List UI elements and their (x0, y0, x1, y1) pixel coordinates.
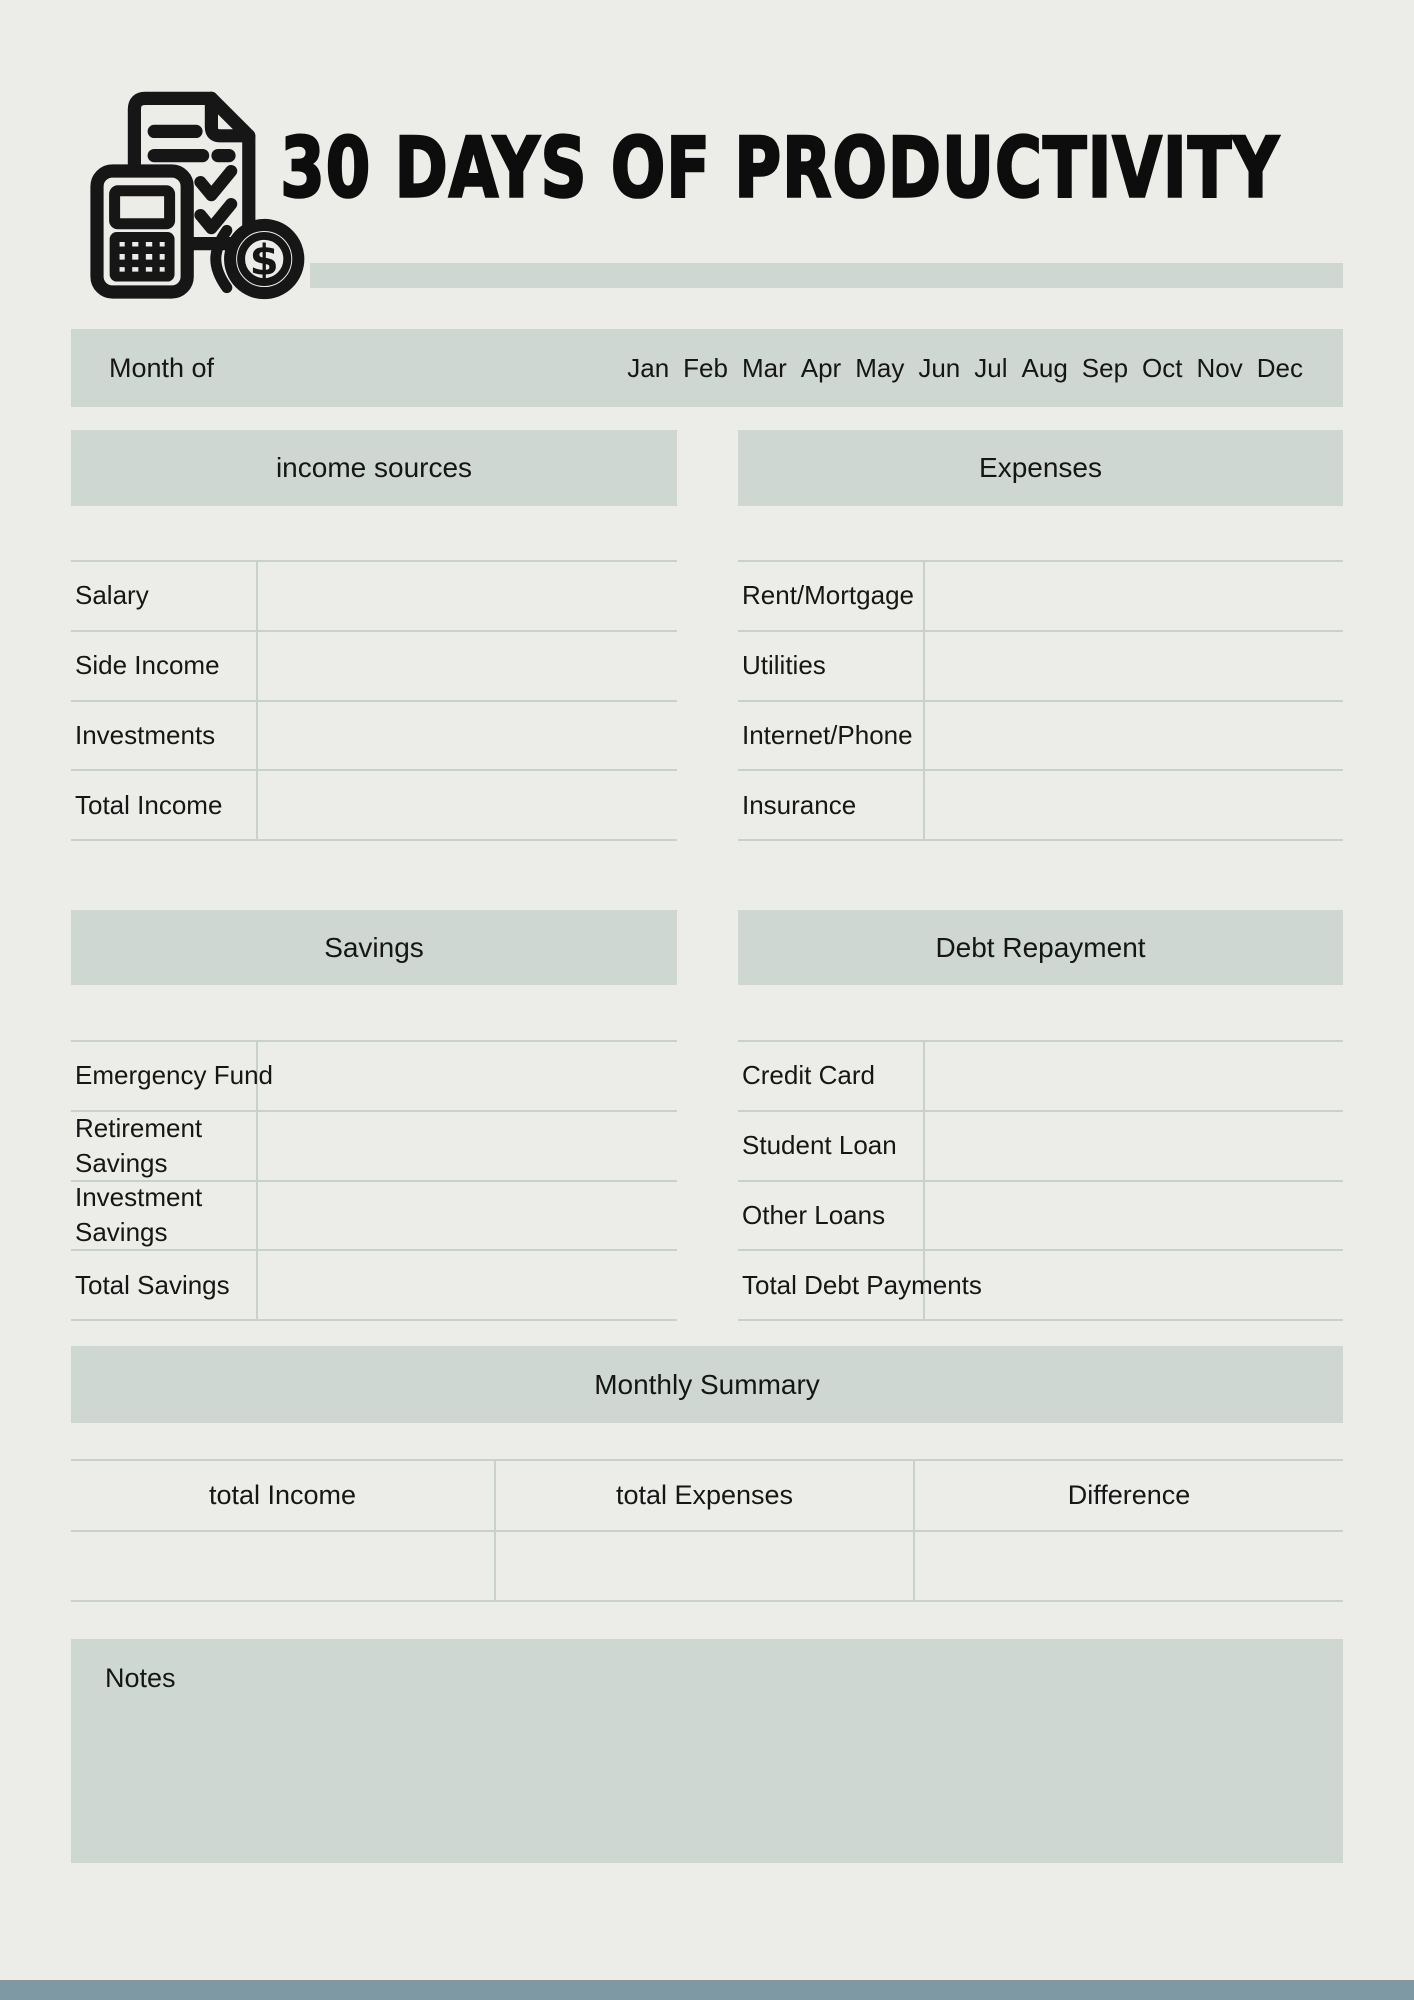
month-option-apr[interactable]: Apr (800, 352, 842, 383)
page-title: 30 DAYS OF PRODUCTIVITY (280, 120, 1280, 218)
row-label: Internet/Phone (738, 702, 925, 770)
table-row (71, 702, 677, 772)
month-options (627, 353, 1303, 384)
table-row (738, 702, 1343, 772)
bottom-accent-bar (0, 1980, 1414, 2000)
savings-retirement-value-cell[interactable] (258, 1112, 677, 1180)
month-option-aug[interactable]: Aug (1021, 352, 1068, 383)
summary-value-row (71, 1532, 1343, 1602)
notes-label: Notes (105, 1663, 176, 1693)
income-side-income-value-cell[interactable] (258, 632, 677, 700)
expenses-header: Expenses (738, 430, 1343, 506)
row-label: Total Income (71, 771, 258, 839)
debt-repayment-header: Debt Repayment (738, 910, 1343, 985)
summary-difference-value-cell[interactable] (915, 1532, 1343, 1600)
row-label: Side Income (71, 632, 258, 700)
savings-investment-value-cell[interactable] (258, 1182, 677, 1250)
table-row (738, 1251, 1343, 1321)
row-label: Retirement Savings (71, 1112, 258, 1180)
table-row (738, 1112, 1343, 1182)
row-label: Emergency Fund (71, 1042, 258, 1110)
row-label: Utilities (738, 632, 925, 700)
debt-student-loan-value-cell[interactable] (925, 1112, 1343, 1180)
savings-total-value-cell[interactable] (258, 1251, 677, 1319)
summary-column-label: total Expenses (496, 1461, 915, 1530)
summary-total-income-value-cell[interactable] (71, 1532, 496, 1600)
table-row (71, 1251, 677, 1321)
table-row (738, 562, 1343, 632)
row-label: Credit Card (738, 1042, 925, 1110)
month-of-label: Month of (109, 352, 215, 383)
month-option-nov[interactable]: Nov (1196, 352, 1243, 383)
table-row (738, 1042, 1343, 1112)
month-option-mar[interactable]: Mar (741, 352, 787, 383)
summary-header-row (71, 1461, 1343, 1532)
debt-credit-card-value-cell[interactable] (925, 1042, 1343, 1110)
month-option-jul[interactable]: Jul (974, 352, 1008, 383)
monthly-summary-table (71, 1459, 1343, 1602)
row-label: Insurance (738, 771, 925, 839)
monthly-summary-header: Monthly Summary (71, 1346, 1343, 1423)
expenses-rent-value-cell[interactable] (925, 562, 1343, 630)
debt-total-value-cell[interactable] (925, 1251, 1343, 1319)
savings-table (71, 1040, 677, 1321)
row-label: Total Debt Payments (738, 1251, 925, 1319)
month-option-may[interactable]: May (855, 352, 905, 383)
month-option-dec[interactable]: Dec (1256, 352, 1303, 383)
coin-dollar-glyph: $ (249, 235, 279, 285)
expenses-internet-value-cell[interactable] (925, 702, 1343, 770)
table-row (71, 632, 677, 702)
calculator-document-coin-icon (86, 82, 306, 304)
savings-emergency-value-cell[interactable] (258, 1042, 677, 1110)
title-underline-bar (310, 263, 1343, 288)
table-row (71, 771, 677, 841)
row-label: Investments (71, 702, 258, 770)
month-option-feb[interactable]: Feb (683, 352, 728, 383)
expenses-table (738, 560, 1343, 841)
income-sources-header: income sources (71, 430, 677, 506)
debt-other-loans-value-cell[interactable] (925, 1182, 1343, 1250)
table-row (738, 771, 1343, 841)
month-option-sep[interactable]: Sep (1081, 352, 1129, 383)
month-selector-bar (71, 329, 1343, 407)
notes-box[interactable] (71, 1639, 1343, 1863)
income-total-value-cell[interactable] (258, 771, 677, 839)
income-table (71, 560, 677, 841)
row-label: Rent/Mortgage (738, 562, 925, 630)
row-label: Student Loan (738, 1112, 925, 1180)
table-row (71, 1182, 677, 1252)
table-row (71, 562, 677, 632)
row-label: Total Savings (71, 1251, 258, 1319)
table-row (71, 1042, 677, 1112)
debt-repayment-table (738, 1040, 1343, 1321)
month-option-oct[interactable]: Oct (1142, 352, 1183, 383)
table-row (71, 1112, 677, 1182)
table-row (738, 1182, 1343, 1252)
row-label: Other Loans (738, 1182, 925, 1250)
summary-column-label: Difference (1067, 1480, 1191, 1510)
expenses-insurance-value-cell[interactable] (925, 771, 1343, 839)
table-row (738, 632, 1343, 702)
summary-column-label: total Income (71, 1461, 496, 1530)
month-option-jun[interactable]: Jun (918, 352, 961, 383)
expenses-utilities-value-cell[interactable] (925, 632, 1343, 700)
savings-header: Savings (71, 910, 677, 985)
month-option-jan[interactable]: Jan (627, 352, 670, 383)
row-label: Investment Savings (71, 1182, 258, 1250)
income-salary-value-cell[interactable] (258, 562, 677, 630)
income-investments-value-cell[interactable] (258, 702, 677, 770)
summary-total-expenses-value-cell[interactable] (496, 1532, 915, 1600)
row-label: Salary (71, 562, 258, 630)
